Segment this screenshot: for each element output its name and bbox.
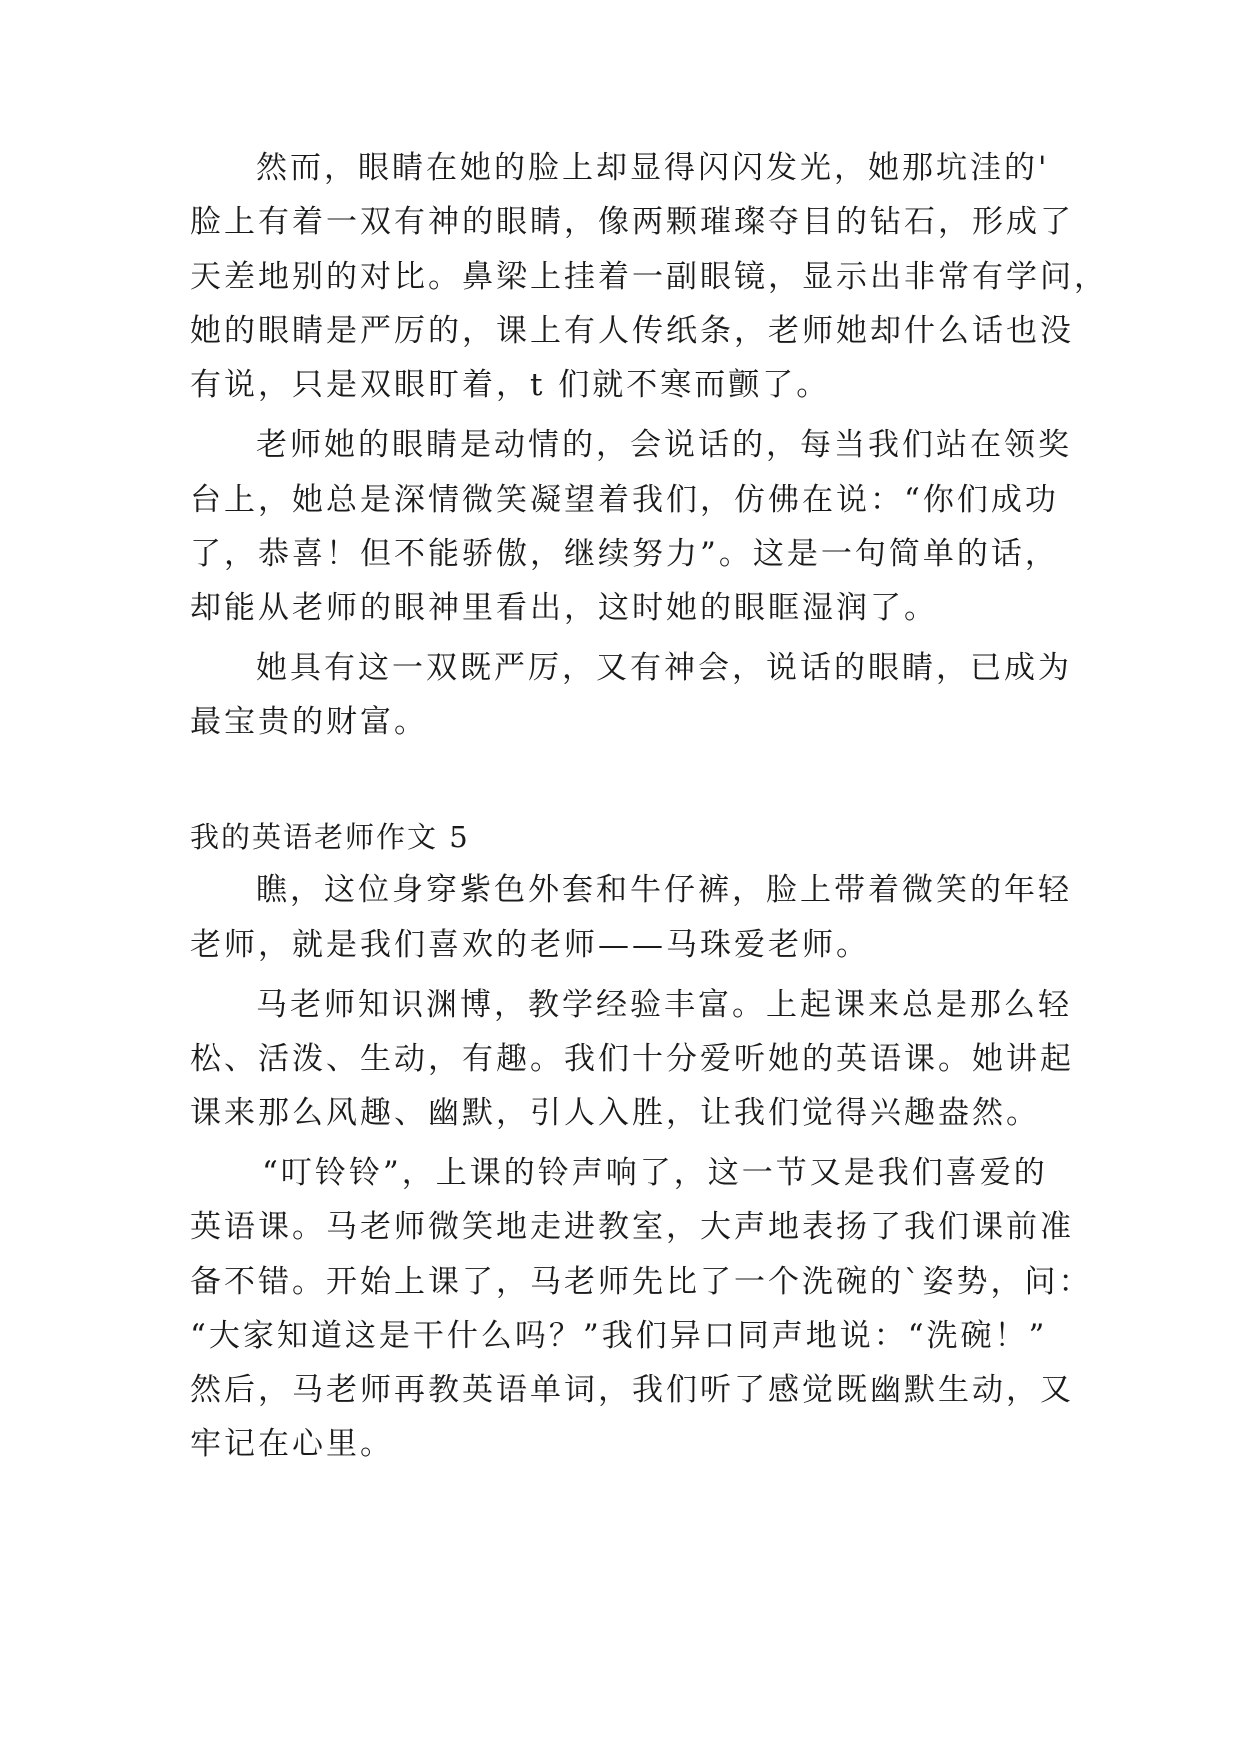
text-line: 瞧，这位身穿紫色外套和牛仔裤，脸上带着微笑的年轻 bbox=[256, 872, 1072, 908]
text-line: “大家知道这是干什么吗？”我们异口同声地说：“洗碗！” bbox=[190, 1318, 1048, 1354]
text-line: 英语课。马老师微笑地走进教室，大声地表扬了我们课前准 bbox=[190, 1209, 1074, 1245]
text-line: 有说，只是双眼盯着，t 们就不寒而颤了。 bbox=[190, 367, 831, 403]
text-line: “叮铃铃”，上课的铃声响了，这一节又是我们喜爱的 bbox=[262, 1155, 1048, 1191]
text-line: 脸上有着一双有神的眼睛，像两颗璀璨夺目的钻石，形成了 bbox=[190, 204, 1074, 240]
text-line: 天差地别的对比。鼻梁上挂着一副眼镜，显示出非常有学问， bbox=[190, 259, 1108, 295]
text-line: 她具有这一双既严厉，又有神会，说话的眼睛，已成为 bbox=[256, 650, 1072, 686]
text-line: 了，恭喜！但不能骄傲，继续努力”。这是一句简单的话， bbox=[190, 536, 1059, 572]
text-line: 台上，她总是深情微笑凝望着我们，仿佛在说：“你们成功 bbox=[190, 482, 1059, 518]
text-line: 却能从老师的眼神里看出，这时她的眼眶湿润了。 bbox=[190, 590, 938, 626]
text-line: 课来那么风趣、幽默，引人入胜，让我们觉得兴趣盎然。 bbox=[190, 1095, 1040, 1131]
text-line: 备不错。开始上课了，马老师先比了一个洗碗的`姿势，问： bbox=[190, 1264, 1093, 1300]
text-line: 然后，马老师再教英语单词，我们听了感觉既幽默生动，又 bbox=[190, 1372, 1074, 1408]
text-line: 然而，眼睛在她的脸上却显得闪闪发光，她那坑洼的' bbox=[256, 150, 1050, 186]
text-line: 马老师知识渊博，教学经验丰富。上起课来总是那么轻 bbox=[256, 987, 1072, 1023]
text-line: 她的眼睛是严厉的，课上有人传纸条，老师她却什么话也没 bbox=[190, 313, 1074, 349]
text-line: 松、活泼、生动，有趣。我们十分爱听她的英语课。她讲起 bbox=[190, 1041, 1074, 1077]
text-line: 最宝贵的财富。 bbox=[190, 704, 428, 740]
text-line: 牢记在心里。 bbox=[190, 1426, 394, 1462]
section-title: 我的英语老师作文 5 bbox=[190, 820, 470, 854]
text-line: 老师她的眼睛是动情的，会说话的，每当我们站在领奖 bbox=[256, 427, 1072, 463]
text-line: 老师，就是我们喜欢的老师——马珠爱老师。 bbox=[190, 927, 870, 963]
